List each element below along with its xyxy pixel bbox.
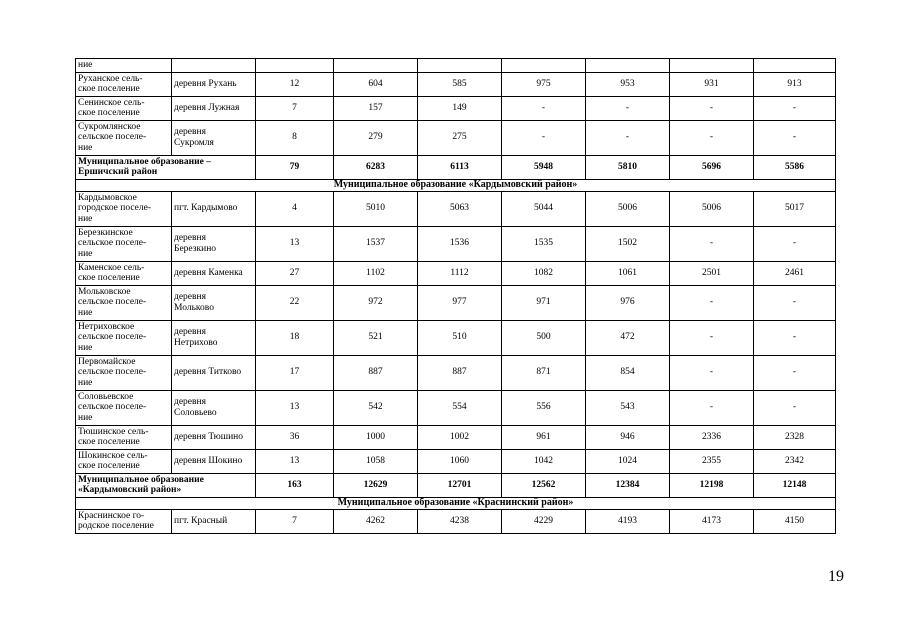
total-row <box>76 473 836 497</box>
settlement-name-cell: Нетриховское сельское поселе- ние <box>76 320 172 355</box>
settlement-name-cell: Сукромлянское сельское поселе- ние <box>76 120 172 155</box>
value-cell: - <box>754 120 836 155</box>
value-cell: - <box>754 226 836 261</box>
total-cell: 6283 <box>334 155 418 179</box>
value-cell <box>670 59 754 73</box>
center-name-cell: деревня Нетриховo <box>172 320 256 355</box>
value-cell: 5063 <box>418 191 502 226</box>
value-cell: 604 <box>334 72 418 96</box>
total-label: Муниципальное образование «Кардымовский район» <box>76 473 256 497</box>
value-cell: 887 <box>334 355 418 390</box>
settlement-name-cell: Тюшинское сель- ское поселение <box>76 425 172 449</box>
center-name-cell: деревня Рухань <box>172 72 256 96</box>
settlement-name-cell: Соловьевское сельское поселе- ние <box>76 390 172 425</box>
settlement-name-cell: Кардымовское городское поселе- ние <box>76 191 172 226</box>
center-name-cell: деревня Березкино <box>172 226 256 261</box>
section-header-row <box>76 179 836 191</box>
value-cell: 500 <box>502 320 586 355</box>
total-label: Муниципальное образование – Ершичский район <box>76 155 256 179</box>
value-cell: 472 <box>586 320 670 355</box>
value-cell: 946 <box>586 425 670 449</box>
value-cell: 1502 <box>586 226 670 261</box>
value-cell: - <box>670 390 754 425</box>
value-cell: 17 <box>256 355 334 390</box>
value-cell: - <box>754 96 836 120</box>
total-cell: 6113 <box>418 155 502 179</box>
section-title: Муниципальное образование «Кардымовский район» <box>76 179 836 191</box>
value-cell: 4 <box>256 191 334 226</box>
value-cell: 4229 <box>502 509 586 533</box>
settlement-name-cell: Шокинское сель- ское поселение <box>76 449 172 473</box>
value-cell: 2328 <box>754 425 836 449</box>
table-body <box>76 59 836 534</box>
table-row <box>76 120 836 155</box>
value-cell: 521 <box>334 320 418 355</box>
value-cell: 972 <box>334 285 418 320</box>
total-cell: 12148 <box>754 473 836 497</box>
center-name-cell: пгт. Красный <box>172 509 256 533</box>
center-name-cell: деревня Титково <box>172 355 256 390</box>
table-row <box>76 226 836 261</box>
value-cell: 13 <box>256 449 334 473</box>
total-cell: 79 <box>256 155 334 179</box>
value-cell: - <box>670 120 754 155</box>
value-cell <box>502 59 586 73</box>
value-cell: 5006 <box>670 191 754 226</box>
settlement-name-cell: ние <box>76 59 172 73</box>
total-cell: 12562 <box>502 473 586 497</box>
value-cell: 1112 <box>418 261 502 285</box>
value-cell: 1536 <box>418 226 502 261</box>
center-name-cell: пгт. Кардымово <box>172 191 256 226</box>
total-cell: 5696 <box>670 155 754 179</box>
value-cell: 543 <box>586 390 670 425</box>
value-cell: 2355 <box>670 449 754 473</box>
table-row <box>76 509 836 533</box>
section-header-row <box>76 497 836 509</box>
value-cell: 7 <box>256 509 334 533</box>
value-cell: 12 <box>256 72 334 96</box>
value-cell: - <box>502 120 586 155</box>
value-cell <box>256 59 334 73</box>
value-cell: 275 <box>418 120 502 155</box>
value-cell: 1537 <box>334 226 418 261</box>
value-cell: 585 <box>418 72 502 96</box>
value-cell: 4262 <box>334 509 418 533</box>
value-cell: - <box>754 355 836 390</box>
value-cell: 871 <box>502 355 586 390</box>
value-cell: 931 <box>670 72 754 96</box>
total-cell: 12198 <box>670 473 754 497</box>
table-row <box>76 320 836 355</box>
value-cell: 22 <box>256 285 334 320</box>
value-cell: - <box>670 96 754 120</box>
value-cell: - <box>502 96 586 120</box>
document-page <box>75 58 835 534</box>
total-row <box>76 155 836 179</box>
value-cell: 36 <box>256 425 334 449</box>
value-cell: 953 <box>586 72 670 96</box>
table-row <box>76 191 836 226</box>
value-cell: 8 <box>256 120 334 155</box>
value-cell: 1082 <box>502 261 586 285</box>
table-row <box>76 59 836 73</box>
value-cell: - <box>670 226 754 261</box>
value-cell: 5010 <box>334 191 418 226</box>
value-cell: 7 <box>256 96 334 120</box>
table-row <box>76 285 836 320</box>
value-cell: 13 <box>256 390 334 425</box>
total-cell: 163 <box>256 473 334 497</box>
value-cell: 5006 <box>586 191 670 226</box>
value-cell: 4150 <box>754 509 836 533</box>
value-cell: 510 <box>418 320 502 355</box>
value-cell: 2342 <box>754 449 836 473</box>
value-cell: 5044 <box>502 191 586 226</box>
total-cell: 12629 <box>334 473 418 497</box>
value-cell: 971 <box>502 285 586 320</box>
value-cell: 1058 <box>334 449 418 473</box>
settlement-name-cell: Мольковское сельское поселе- ние <box>76 285 172 320</box>
value-cell: 1060 <box>418 449 502 473</box>
center-name-cell: деревня Лужная <box>172 96 256 120</box>
value-cell: 554 <box>418 390 502 425</box>
value-cell: 887 <box>418 355 502 390</box>
settlement-name-cell: Каменское сель- ское поселение <box>76 261 172 285</box>
value-cell <box>586 59 670 73</box>
table-row <box>76 96 836 120</box>
center-name-cell: деревня Каменка <box>172 261 256 285</box>
settlement-name-cell: Сенинское сель- ское поселение <box>76 96 172 120</box>
value-cell: 1002 <box>418 425 502 449</box>
value-cell: 961 <box>502 425 586 449</box>
value-cell <box>754 59 836 73</box>
value-cell: 1024 <box>586 449 670 473</box>
center-name-cell: деревня Мольково <box>172 285 256 320</box>
value-cell: 279 <box>334 120 418 155</box>
value-cell: 5017 <box>754 191 836 226</box>
section-title: Муниципальное образование «Краснинский район» <box>76 497 836 509</box>
value-cell: 2501 <box>670 261 754 285</box>
value-cell: 27 <box>256 261 334 285</box>
value-cell: - <box>586 96 670 120</box>
value-cell: 976 <box>586 285 670 320</box>
value-cell: 1102 <box>334 261 418 285</box>
total-cell: 5586 <box>754 155 836 179</box>
settlement-name-cell: Березкинское сельское поселе- ние <box>76 226 172 261</box>
center-name-cell: деревня Тюшино <box>172 425 256 449</box>
value-cell: 149 <box>418 96 502 120</box>
center-name-cell: деревня Сукромля <box>172 120 256 155</box>
value-cell: 157 <box>334 96 418 120</box>
value-cell: 975 <box>502 72 586 96</box>
table-row <box>76 449 836 473</box>
settlement-name-cell: Краснинское го- родское поселение <box>76 509 172 533</box>
value-cell: 13 <box>256 226 334 261</box>
value-cell: 4193 <box>586 509 670 533</box>
value-cell: - <box>586 120 670 155</box>
population-table <box>75 58 836 534</box>
center-name-cell: деревня Соловьево <box>172 390 256 425</box>
value-cell: 854 <box>586 355 670 390</box>
total-cell: 12384 <box>586 473 670 497</box>
value-cell: 1042 <box>502 449 586 473</box>
total-cell: 5810 <box>586 155 670 179</box>
value-cell: 542 <box>334 390 418 425</box>
total-cell: 5948 <box>502 155 586 179</box>
center-name-cell: деревня Шокино <box>172 449 256 473</box>
value-cell: 1000 <box>334 425 418 449</box>
value-cell <box>418 59 502 73</box>
value-cell: - <box>670 285 754 320</box>
value-cell: - <box>670 355 754 390</box>
value-cell: 2461 <box>754 261 836 285</box>
total-cell: 12701 <box>418 473 502 497</box>
table-row <box>76 390 836 425</box>
value-cell: - <box>670 320 754 355</box>
table-row <box>76 425 836 449</box>
value-cell: 913 <box>754 72 836 96</box>
value-cell: - <box>754 390 836 425</box>
table-row <box>76 261 836 285</box>
value-cell: 2336 <box>670 425 754 449</box>
settlement-name-cell: Первомайское сельское поселе- ние <box>76 355 172 390</box>
value-cell <box>334 59 418 73</box>
settlement-name-cell: Руханское сель- ское поселение <box>76 72 172 96</box>
value-cell: 556 <box>502 390 586 425</box>
value-cell: 1535 <box>502 226 586 261</box>
value-cell: 1061 <box>586 261 670 285</box>
table-row <box>76 355 836 390</box>
value-cell: 18 <box>256 320 334 355</box>
page-number: 19 <box>828 568 844 585</box>
center-name-cell <box>172 59 256 73</box>
value-cell: 977 <box>418 285 502 320</box>
table-row <box>76 72 836 96</box>
value-cell: - <box>754 320 836 355</box>
value-cell: 4173 <box>670 509 754 533</box>
value-cell: - <box>754 285 836 320</box>
value-cell: 4238 <box>418 509 502 533</box>
